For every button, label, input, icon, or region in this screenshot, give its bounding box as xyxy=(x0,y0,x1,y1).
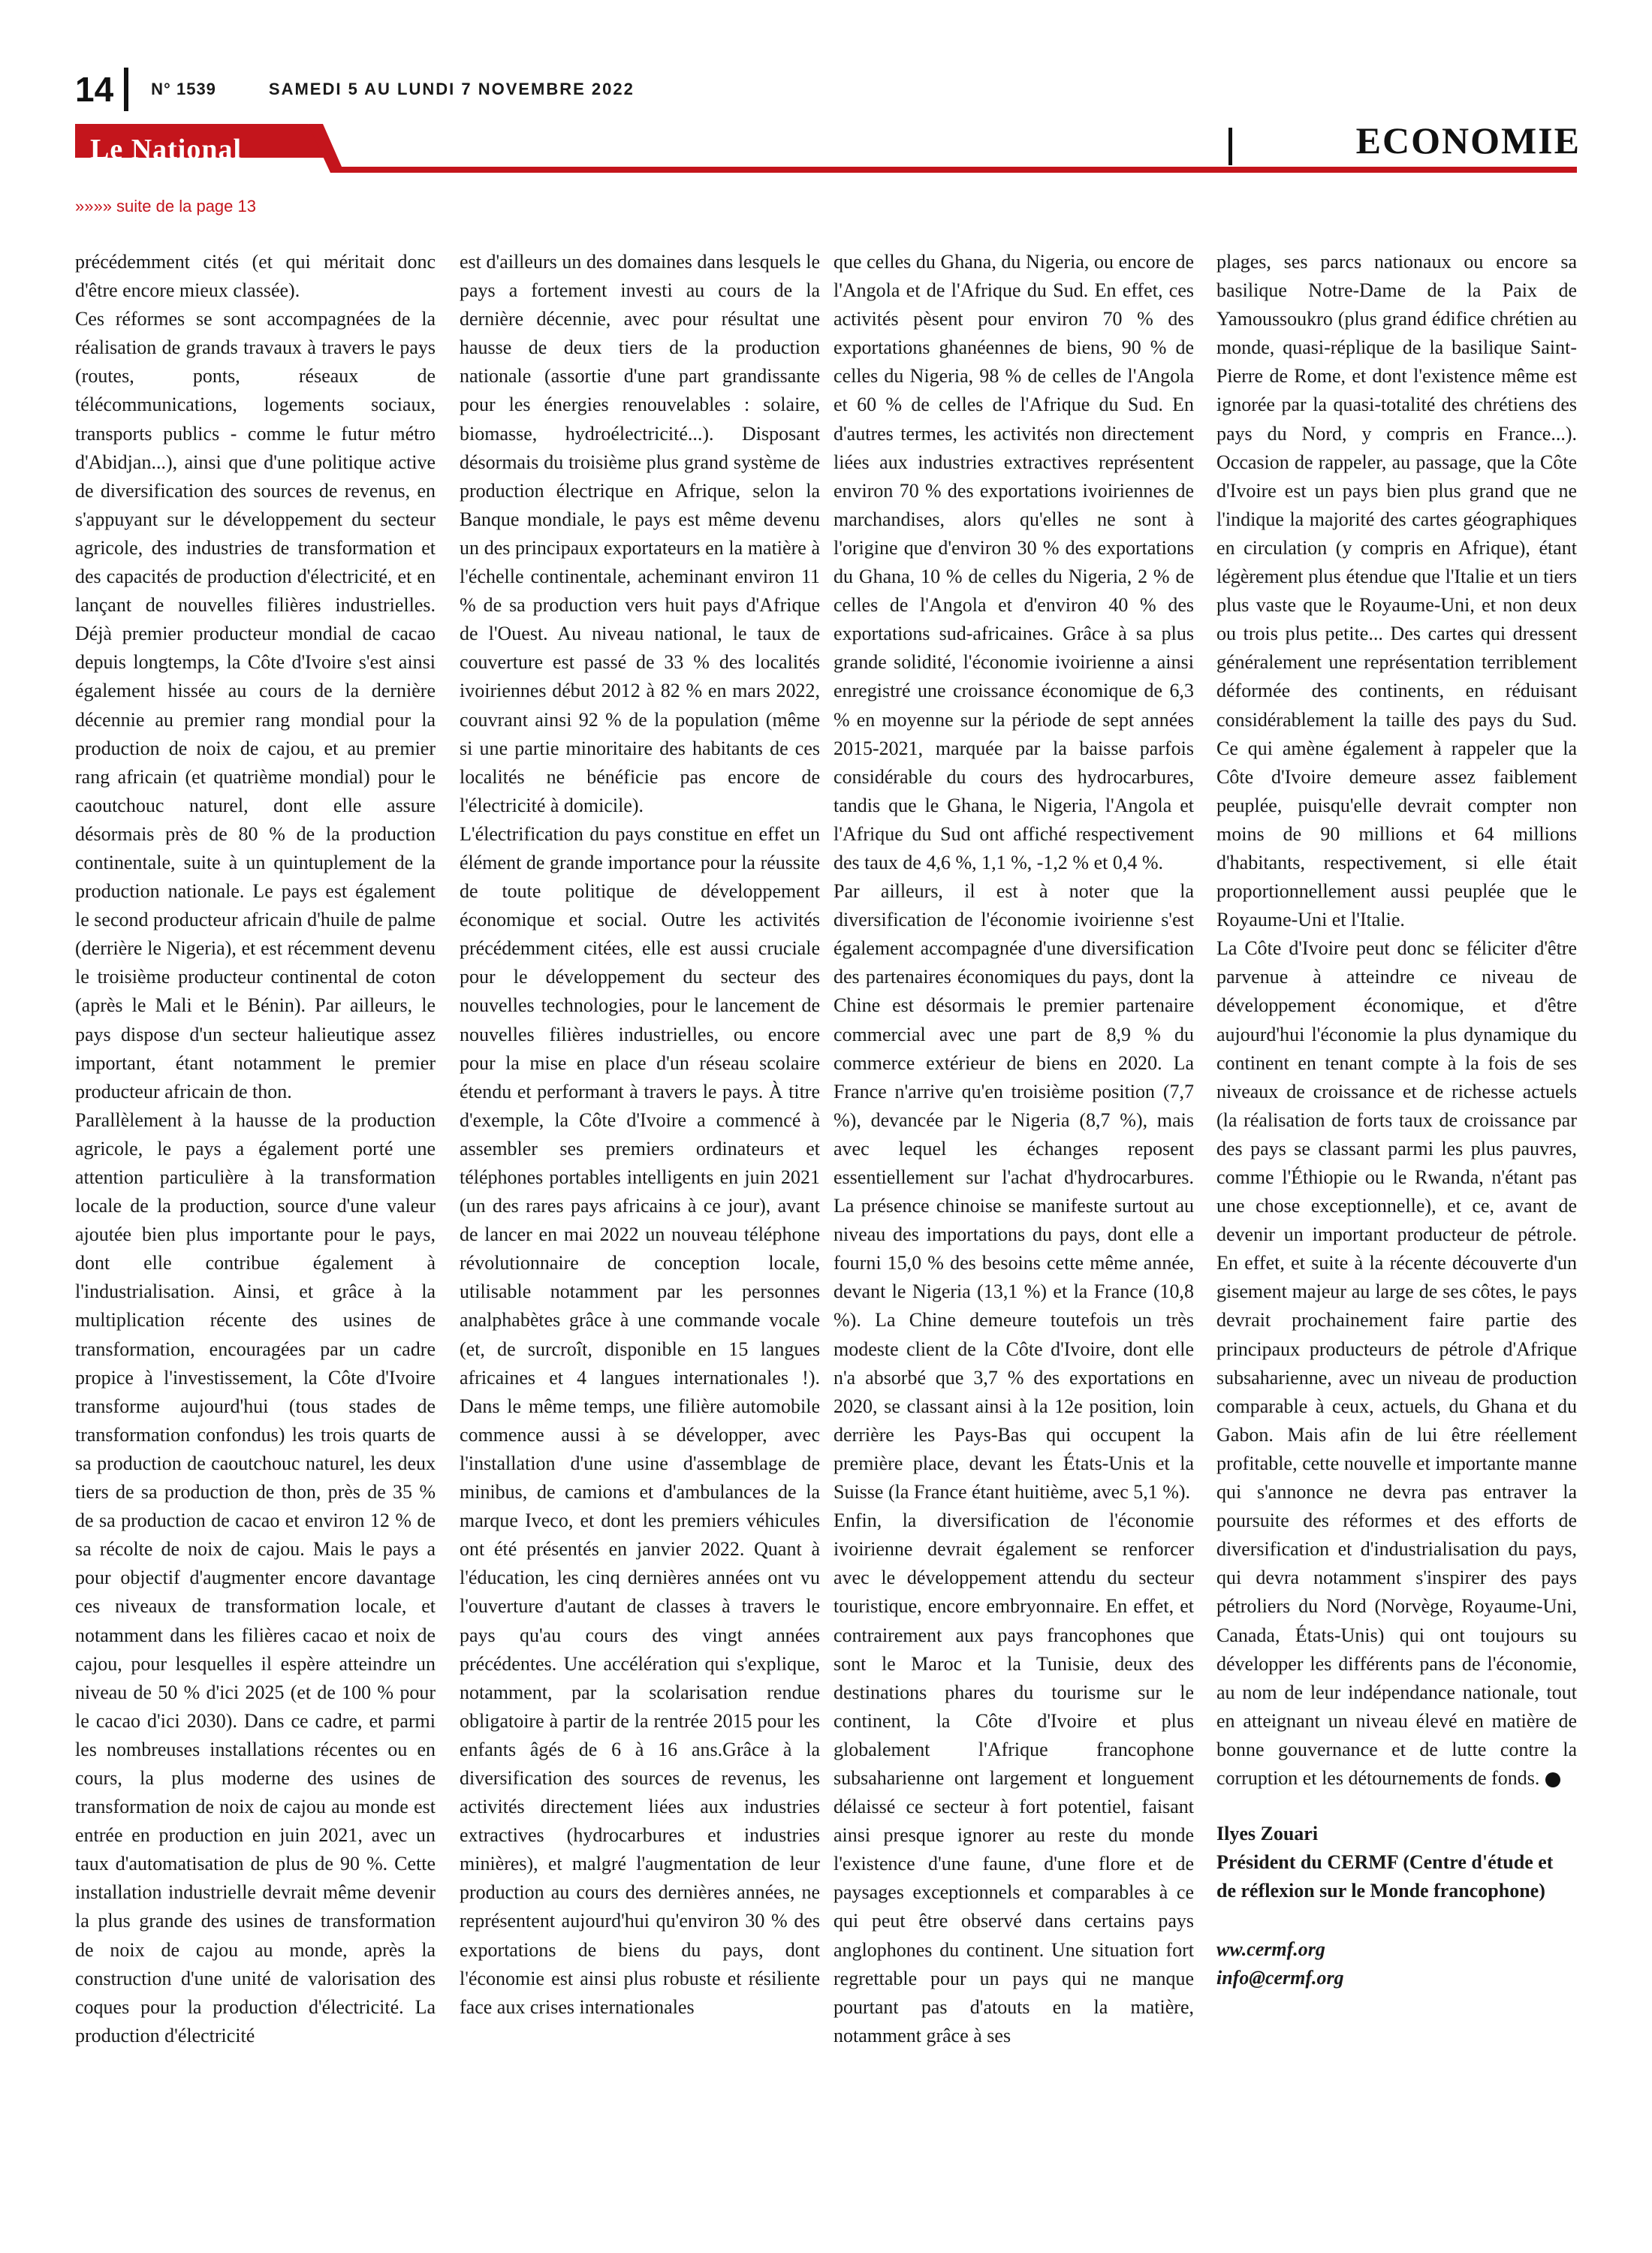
newspaper-logo: Le National xyxy=(90,134,243,165)
paragraph: que celles du Ghana, du Nigeria, ou encore de l'Angola et de l'Afrique du Sud. En effet, ces activités pèsent pour environ 70 % des exportations ghanéennes de biens, 90 % de celles du Nigeria, 98 % de celles de l'Angola et 60 % de celles de l'Afrique du Sud. En d'autres termes, les activités non directement liées aux industries extractives représentent environ 70 % des exportations ivoiriennes de marchandises, alors qu'elles ne sont à l'origine que d'environ 30 % des exportations du Ghana, 10 % de celles du Nigeria, 2 % de celles de l'Angola et d'environ 40 % des exportations sud-africaines. Grâce à sa plus grande solidité, l'économie ivoirienne a ainsi enregistré une croissance économique de 6,3 % en moyenne sur la période de sept années 2015-2021, marquée par la baisse parfois considérable du cours des hydrocarbures, tandis que le Ghana, le Nigeria, l'Angola et l'Afrique du Sud ont affiché respectivement des taux de 4,6 %, 1,1 %, -1,2 % et 0,4 %. xyxy=(834,251,1194,873)
section-divider xyxy=(1228,128,1232,165)
paragraph: L'électrification du pays constitue en effet un élément de grande importance pour la réussite de toute politique de développement économique et social. Outre les activités précédemment citées, elle est aussi cruciale pour le développement du secteur des nouvelles technologies, pour le lancement de nouvelles filières industrielles, ou encore pour la mise en place d'un réseau scolaire étendu et performant à travers le pays. À titre d'exemple, la Côte d'Ivoire a commencé à assembler ses premiers ordinateurs et téléphones portables intelligents en juin 2021 (un des rares pays africains à ce jour), avant de lancer en mai 2022 un nouveau téléphone révolutionnaire de conception locale, utilisable notamment par les personnes analphabètes grâce à une commande vocale (et, de surcroît, disponible en 15 langues africaines et 4 langues internationales !). Dans le même temps, une filière automobile commence aussi à se développer, avec l'installation d'une usine d'assemblage de minibus, de camions et d'ambulances de la marque Iveco, et dont les premiers véhicules ont été présentés en janvier 2022. Quant à l'éducation, les cinq dernières années ont vu l'ouverture d'autant de classes à travers le pays qu'au cours des vingt années précédentes. Une accélération qui s'explique, notamment, par la scolarisation rendue obligatoire à partir de la rentrée 2015 pour les enfants âgés de 6 à 16 ans.Grâce à la diversification des sources de revenus, les activités directement liées aux industries extractives (hydrocarbures et industries minières), et malgré l'augmentation de leur production au cours des dernières années, ne représentent aujourd'hui qu'environ 30 % des exportations de biens du pays, dont l'économie est ainsi plus robuste et résiliente face aux crises internationales xyxy=(460,822,820,2018)
section-title: ECONOMIE xyxy=(1355,119,1581,161)
author-contacts xyxy=(1216,1935,1577,1992)
author-title: Président du CERMF (Centre d'étude et de réflexion sur le Monde francophone) xyxy=(1216,1851,1554,1902)
issue-date: SAMEDI 5 AU LUNDI 7 NOVEMBRE 2022 xyxy=(268,80,635,98)
article-column-3 xyxy=(834,248,1194,2050)
paragraph: Ces réformes se sont accompagnées de la réalisation de grands travaux à travers le pays (routes, ponts, réseaux de télécommunications, logements sociaux, transports publics - comme le futur métro d'Abidjan...), ainsi que d'une politique active de diversification des sources de revenus, en s'appuyant sur le développement du secteur agricole, des industries de transformation et des capacités de production d'électricité, et en lançant de nouvelles filières industrielles. Déjà premier producteur mondial de cacao depuis longtemps, la Côte d'Ivoire s'est ainsi également hissée au cours de la dernière décennie au premier rang mondial pour la production de noix de cajou, et au premier rang africain (et quatrième mondial) pour le caoutchouc naturel, dont elle assure désormais près de 80 % de la production continentale, suite à un quintuplement de la production nationale. Le pays est également le second producteur africain d'huile de palme (derrière le Nigeria), et est récemment devenu le troisième producteur continental de coton (après le Mali et le Bénin). Par ailleurs, le pays dispose d'un secteur halieutique assez important, étant notamment le premier producteur africain de thon. xyxy=(75,308,436,1102)
email-link[interactable]: info@cermf.org xyxy=(1216,1967,1344,1989)
paragraph: plages, ses parcs nationaux ou encore sa basilique Notre-Dame de la Paix de Yamoussoukro (plus grand édifice chrétien au monde, quasi-réplique de la basilique Saint-Pierre de Rome, et dont l'existence même est ignorée par la quasi-totalité des chrétiens des pays du Nord, y compris en France...). Occasion de rappeler, au passage, que la Côte d'Ivoire est un pays bien plus grand que ne l'indique la majorité des cartes géographiques en circulation (y compris en Afrique), étant légèrement plus étendue que l'Italie et un tiers plus vaste que le Royaume-Uni, et non deux ou trois plus petite... Des cartes qui dressent généralement une représentation terriblement déformée des continents, en réduisant considérablement la taille des pays du Sud. Ce qui amène également à rappeler que la Côte d'Ivoire demeure assez faiblement peuplée, puisqu'elle devrait compter non moins de 90 millions et 64 millions d'habitants, respectivement, si elle était proportionnellement aussi peuplée que le Royaume-Uni et l'Italie. xyxy=(1216,251,1577,931)
paragraph-text: La Côte d'Ivoire peut donc se féliciter d'être parvenue à atteindre ce niveau de développement économique, et d'être aujourd'hui l'économie la plus dynamique du continent en tenant compte à la fois de ses niveaux de croissance et de richesse actuels (la réalisation de forts taux de croissance par des pays se classant parmi les plus pauvres, comme l'Éthiopie ou le Rwanda, n'étant pas une chose exceptionnelle), et ce, avant de devenir un important producteur de pétrole. En effet, et suite à la récente découverte d'un gisement majeur au large de ses côtes, le pays devrait prochainement faire partie des principaux producteurs de pétrole d'Afrique subsaharienne, avec un niveau de production comparable à ceux, actuels, du Ghana et du Gabon. Mais afin de lui être réellement profitable, cette nouvelle et importante manne qui s'annonce ne devra pas entraver la poursuite des réformes et des efforts de diversification et d'industrialisation du pays, qui devra notamment s'inspirer des pays pétroliers du Nord (Norvège, Royaume-Uni, Canada, États-Unis) qui ont toujours su développer les différents pans de l'économie, au nom de leur indépendance nationale, tout en atteignant un niveau élevé en matière de bonne gouvernance et de lutte contre la corruption et les détournements de fonds. xyxy=(1216,937,1577,1789)
paragraph: Par ailleurs, il est à noter que la diversification de l'économie ivoirienne s'est également accompagnée d'une diversification des partenaires économiques du pays, dont la Chine est désormais le premier partenaire commercial avec une part de 8,9 % du commerce extérieur de biens en 2020. La France n'arrive qu'en troisième position (7,7 %), devancée par le Nigeria (8,7 %), mais avec lequel les échanges reposent essentiellement sur l'achat d'hydrocarbures. La présence chinoise se manifeste surtout au niveau des importations du pays, dont elle a fourni 15,0 % des besoins cette même année, devant le Nigeria (13,1 %) et la France (10,8 %). La Chine demeure toutefois un très modeste client de la Côte d'Ivoire, dont elle n'a absorbé que 3,7 % des exportations en 2020, se classant ainsi à la 12e position, loin derrière les Pays-Bas qui occupent la première place, devant les États-Unis et la Suisse (la France étant huitième, avec 5,1 %). xyxy=(834,880,1194,1504)
page-number: 14 xyxy=(75,70,114,109)
paragraph: Parallèlement à la hausse de la production agricole, le pays a également porté une attention particulière à la transformation locale de la production, source d'une valeur ajoutée bien plus importante pour le pays, dont elle contribue également à l'industrialisation. Ainsi, et grâce à la multiplication récente des usines de transformation, encouragées par un cadre propice à l'investissement, la Côte d'Ivoire transforme aujourd'hui (tous stades de transformation confondus) les trois quarts de sa production de caoutchouc naturel, les deux tiers de sa production de thon, près de 35 % de sa production de cacao et environ 12 % de sa récolte de noix de cajou. Mais le pays a pour objectif d'augmenter encore davantage ces niveaux de transformation locale, et notamment dans les filières cacao et noix de cajou, pour lesquelles il espère atteindre un niveau de 50 % d'ici 2025 (et de 100 % pour le cacao d'ici 2030). Dans ce cadre, et parmi les nombreuses installations récentes ou en cours, la plus moderne des usines de transformation de noix de cajou au monde est entrée en production en juin 2021, avec un taux d'automatisation de plus de 90 %. Cette installation industrielle devrait même devenir la plus grande des usines de transformation de noix de cajou au monde, après la construction d'une unité de valorisation des coques pour la production d'électricité. La production d'électricité xyxy=(75,1108,436,2046)
paragraph-final xyxy=(1216,934,1577,1793)
issue-number: N° 1539 xyxy=(151,80,216,98)
paragraph: est d'ailleurs un des domaines dans lesquels le pays a fortement investi au cours de la dernière décennie, avec pour résultat une hausse de deux tiers de la production nationale (assortie d'une part grandissante pour les énergies renouvelables : solaire, biomasse, hydroélectricité...). Disposant désormais du troisième plus grand système de production électrique en Afrique, selon la Banque mondiale, le pays est même devenu un des principaux exportateurs en la matière à l'échelle continentale, acheminant environ 11 % de sa production vers huit pays d'Afrique de l'Ouest. Au niveau national, le taux de couverture est passé de 33 % des localités ivoiriennes début 2012 à 82 % en mars 2022, couvrant ainsi 92 % de la population (même si une partie minoritaire des habitants de ces localités ne bénéficie pas encore de l'électricité à domicile). xyxy=(460,251,820,816)
end-of-article-icon xyxy=(1545,1772,1560,1787)
article-column-1 xyxy=(75,248,436,2050)
continued-from-note: »»»» suite de la page 13 xyxy=(75,197,256,216)
paragraph: précédemment cités (et qui méritait donc d'être encore mieux classée). xyxy=(75,251,436,302)
article-column-4 xyxy=(1216,248,1577,1993)
author-name: Ilyes Zouari xyxy=(1216,1823,1319,1845)
article-column-2 xyxy=(460,248,820,2022)
website-link[interactable]: ww.cermf.org xyxy=(1216,1938,1325,1961)
paragraph: Enfin, la diversification de l'économie ivoirienne devrait également se renforcer avec le développement attendu du secteur touristique, encore embryonnaire. En effet, et contrairement aux pays francophones que sont le Maroc et la Tunisie, deux des destinations phares du tourisme sur le continent, la Côte d'Ivoire et plus globalement l'Afrique francophone subsaharienne ont largement et longuement délaissé ce secteur à fort potentiel, faisant ainsi presque ignorer au reste du monde l'existence d'une faune, d'une flore et de paysages exceptionnels et comparables à ce qui peut être observé dans certains pays anglophones du continent. Une situation fort regrettable pour un pays qui ne manque pourtant pas d'atouts en la matière, notamment grâce à ses xyxy=(834,1510,1194,2046)
author-signature xyxy=(1216,1820,1577,1905)
